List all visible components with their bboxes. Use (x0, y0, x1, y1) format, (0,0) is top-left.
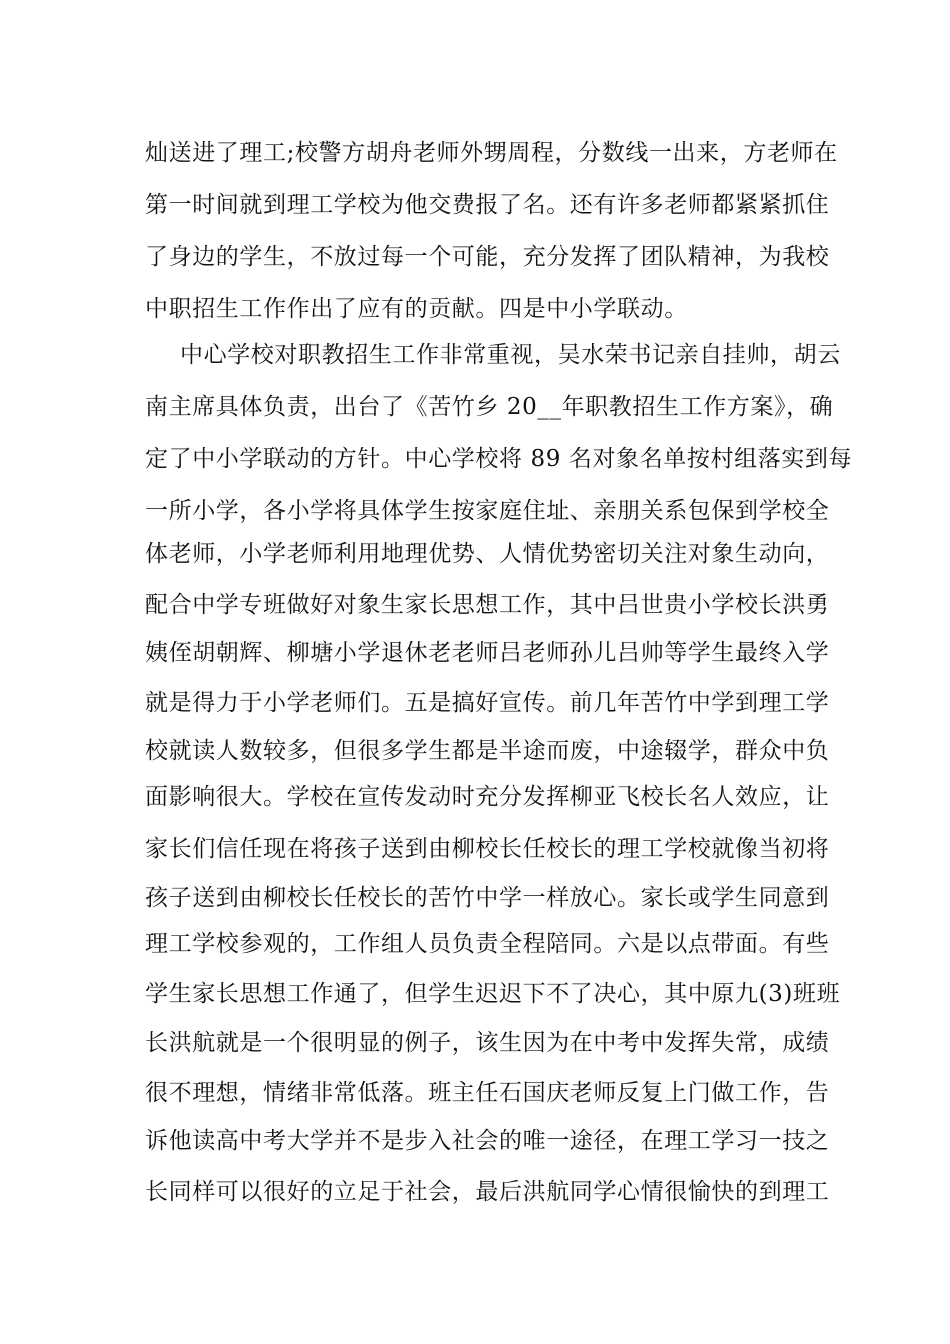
text-line: 很不理想，情绪非常低落。班主任石国庆老师反复上门做工作，告 (145, 1080, 830, 1106)
text-line: 长洪航就是一个很明显的例子，该生因为在中考中发挥失常，成绩 (145, 1030, 830, 1056)
text-line: 校就读人数较多，但很多学生都是半途而废，中途辍学，群众中负 (145, 738, 830, 764)
text-line: 定了中小学联动的方针。中心学校将 89 名对象名单按村组落实到每 (145, 446, 853, 472)
text-line: 中职招生工作作出了应有的贡献。四是中小学联动。 (145, 296, 688, 322)
text-line: 就是得力于小学老师们。五是搞好宣传。前几年苦竹中学到理工学 (145, 690, 830, 716)
text-line: 体老师，小学老师利用地理优势、人情优势密切关注对象生动向， (145, 541, 830, 567)
text-line: 理工学校参观的，工作组人员负责全程陪同。六是以点带面。有些 (145, 931, 830, 957)
text-line: 学生家长思想工作通了，但学生迟迟下不了决心，其中原九(3)班班 (145, 981, 841, 1007)
text-line: 一所小学，各小学将具体学生按家庭住址、亲朋关系包保到学校全 (145, 498, 830, 524)
text-line: 家长们信任现在将孩子送到由柳校长任校长的理工学校就像当初将 (145, 836, 830, 862)
text-line: 长同样可以很好的立足于社会，最后洪航同学心情很愉快的到理工 (145, 1179, 830, 1205)
text-line: 姨侄胡朝辉、柳塘小学退休老老师吕老师孙儿吕帅等学生最终入学 (145, 640, 830, 666)
text-line: 中心学校对职教招生工作非常重视，吴水荣书记亲自挂帅，胡云 (180, 342, 841, 368)
text-line: 孩子送到由柳校长任校长的苦竹中学一样放心。家长或学生同意到 (145, 885, 830, 911)
text-line: 诉他读高中考大学并不是步入社会的唯一途径，在理工学习一技之 (145, 1128, 830, 1154)
text-line: 南主席具体负责，出台了《苦竹乡 20__年职教招生工作方案》，确 (145, 394, 834, 420)
text-line: 灿送进了理工;校警方胡舟老师外甥周程，分数线一出来，方老师在 (145, 140, 838, 166)
text-line: 了身边的学生，不放过每一个可能，充分发挥了团队精神，为我校 (145, 244, 830, 270)
text-line: 第一时间就到理工学校为他交费报了名。还有许多老师都紧紧抓住 (145, 192, 830, 218)
text-line: 面影响很大。学校在宣传发动时充分发挥柳亚飞校长名人效应，让 (145, 784, 830, 810)
text-line: 配合中学专班做好对象生家长思想工作，其中吕世贵小学校长洪勇 (145, 592, 830, 618)
